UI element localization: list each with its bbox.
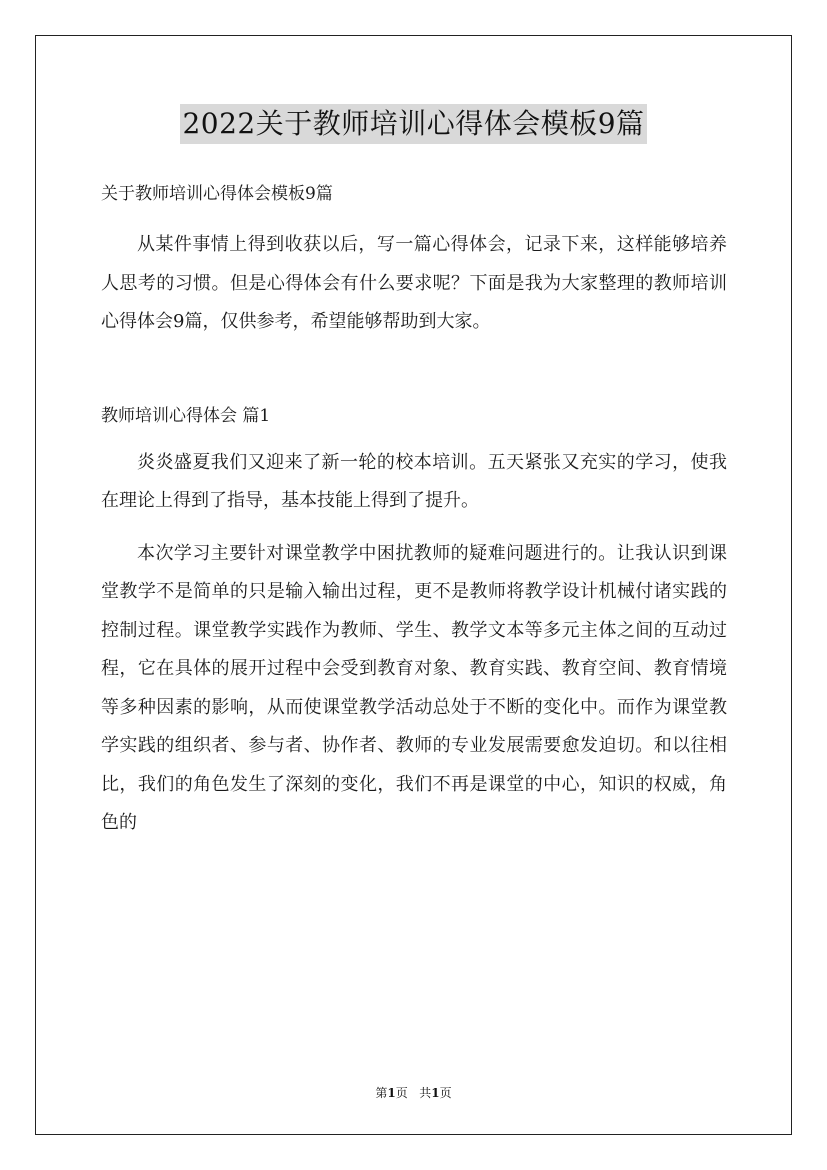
footer-suffix: 页 [439,1086,452,1100]
footer-page-number: 1 [387,1086,396,1100]
title-container [0,104,827,144]
footer-total-pages: 1 [431,1086,440,1100]
section-heading: 教师培训心得体会 篇1 [101,405,271,426]
document-body [101,176,727,843]
section-paragraph: 本次学习主要针对课堂教学中困扰教师的疑难问题进行的。让我认识到课堂教学不是简单的只是输入输出过程，更不是教师将教学设计机械付诸实践的控制过程。课堂教学实践作为教师、学生、教学文本等多元主体之间的互动过程，它在具体的展开过程中会受到教育对象、教育实践、教育空间、教育情境等多种因素的影响，从而使课堂教学活动总处于不断的变化中。而作为课堂教学实践的组织者、参与者、协作者、教师的专业发展需要愈发迫切。和以往相比，我们的角色发生了深刻的变化，我们不再是课堂的中心，知识的权威，角色的 [101,542,727,833]
page-footer [0,1084,827,1101]
footer-mid: 页 共 [395,1086,432,1100]
document-subtitle: 关于教师培训心得体会模板9篇 [101,184,333,204]
intro-paragraph: 从某件事情上得到收获以后，写一篇心得体会，记录下来，这样能够培养人思考的习惯。但是心得体会有什么要求呢？下面是我为大家整理的教师培训心得体会9篇，仅供参考，希望能够帮助到大家。 [101,234,727,332]
document-title: 2022关于教师培训心得体会模板9篇 [180,104,646,144]
footer-prefix: 第 [375,1086,388,1100]
section-paragraph: 炎炎盛夏我们又迎来了新一轮的校本培训。五天紧张又充实的学习，使我在理论上得到了指导，基本技能上得到了提升。 [101,451,727,511]
